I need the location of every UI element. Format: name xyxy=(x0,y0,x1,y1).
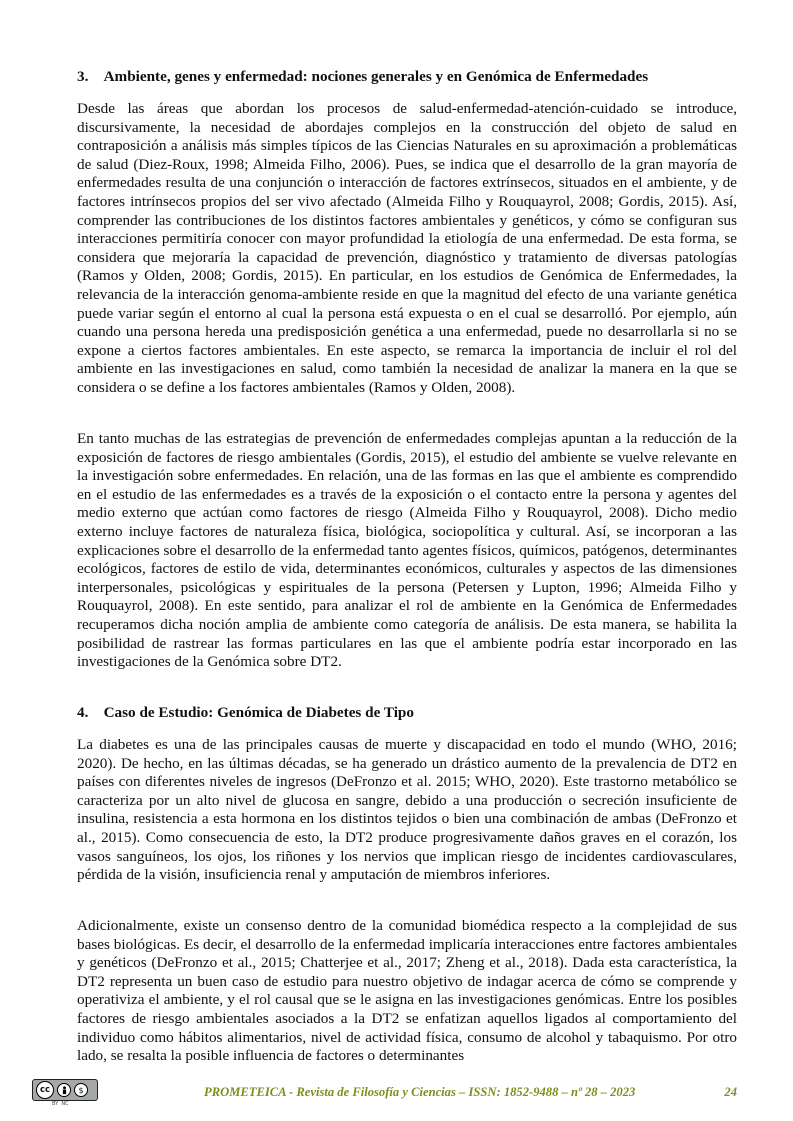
page-number: 24 xyxy=(724,1085,737,1099)
cc-icon: cc xyxy=(36,1081,54,1099)
attribution-icon xyxy=(57,1083,71,1097)
paragraph: En tanto muchas de las estrategias de prevención de enfermedades complejas apuntan a la reducción de la exposición de factores de riesgo ambientales (Gordis, 2015), el estudio del ambiente se vuelve relevante en la investigación sobre enfermedades. En relación, una de las formas en las que el ambiente es comprendido en el estudio de las enfermedades es a través de la exposición o el contacto entre la persona y agentes del medio externo que actúan como factores de riesgo (Almeida Filho y Rouquayrol, 2008). Dicho medio externo incluye factores de naturaleza física, biológica, sociopolítica y cultural. Así, se incorporan a las explicaciones sobre el desarrollo de la enfermedad tanto agentes físicos, químicos, patógenos, determinantes ecológicos, factores de estilo de vida, determinantes económicos, culturales y aspectos de las dimensiones interpersonales, psicológicas y espirituales de la persona (Petersen y Lupton, 1996; Almeida Filho y Rouquayrol, 2008). En este sentido, para analizar el rol de ambiente en la Genómica de Enfermedades recuperamos dicha noción amplia de ambiente como categoría de análisis. De esta manera, se habilita la posibilidad de rastrear las formas particulares en las que el ambiente podría estar incorporado en las investigaciones de la Genómica sobre DT2. xyxy=(77,430,737,671)
section-heading-3: 3. Ambiente, genes y enfermedad: nociones generales y en Genómica de Enfermedades xyxy=(77,68,649,85)
section-heading-4: 4. Caso de Estudio: Genómica de Diabetes de Tipo xyxy=(77,704,414,721)
noncommercial-icon: $ xyxy=(74,1083,88,1097)
paragraph: La diabetes es una de las principales causas de muerte y discapacidad en todo el mundo (WHO, 2016; 2020). De hecho, en las últimas décadas, se ha generado un drástico aumento de la prevalencia de DT2 en países con diferentes niveles de ingresos (DeFronzo et al. 2015; WHO, 2020). Este trastorno metabólico se caracteriza por un alto nivel de glucosa en sangre, debido a una producción o secreción insuficiente de insulina, resistencia a esta hormona en los distintos tejidos o bien una combinación de ambas (DeFronzo et al., 2015). Como consecuencia de esto, la DT2 produce progresivamente daños graves en el corazón, los vasos sanguíneos, los ojos, los riñones y los nervios que implican riesgo de incidentes cardiovasculares, pérdida de la visión, insuficiencia renal y amputación de miembros inferiores. xyxy=(77,736,737,884)
paragraph: Desde las áreas que abordan los procesos de salud-enfermedad-atención-cuidado se introduce, discursivamente, la necesidad de abordajes complejos en la construcción del objeto de salud en contraposición a análisis más simples típicos de las Ciencias Naturales en su aproximación a problemáticas de salud (Diez-Roux, 1998; Almeida Filho, 2006). Pues, se indica que el desarrollo de la gran mayoría de enfermedades resulta de una conjunción o interacción de factores extrínsecos, situados en el ambiente, y de factores intrínsecos propios del ser vivo afectado (Almeida Filho y Rouquayrol, 2008; Gordis, 2015). Así, comprender las contribuciones de los distintos factores ambientales y genéticos, y cómo se configuran sus interacciones permitiría conocer con mayor profundidad la etiología de una enfermedad. De esta forma, se considera que mejoraría la capacidad de prevención, diagnóstico y tratamiento de diversas patologías (Ramos y Olden, 2008; Gordis, 2015). En particular, en los estudios de Genómica de Enfermedades, la relevancia de la interacción genoma-ambiente reside en que la magnitud del efecto de una variante genética puede variar según el entorno al cual la persona está expuesta o en el cual se desarrolló. Por ejemplo, aún cuando una persona hereda una predisposición genética a una enfermedad, puede no desarrollarla si no se expone a ciertos factores ambientales. En este aspecto, se remarca la importancia de incluir el rol del ambiente en las investigaciones en salud, como también la necesidad de analizar la manera en la que se considera o se define a los factores ambientales (Ramos y Olden, 2008). xyxy=(77,100,737,396)
page-footer xyxy=(200,1082,737,1102)
license-by-label: BY xyxy=(52,1101,59,1107)
creative-commons-license-badge[interactable] xyxy=(32,1079,98,1101)
license-nc-label: NC xyxy=(61,1101,69,1107)
license-labels xyxy=(52,1101,69,1107)
paragraph: Adicionalmente, existe un consenso dentro de la comunidad biomédica respecto a la complejidad de sus bases biológicas. Es decir, el desarrollo de la enfermedad implicaría interacciones entre factores ambientales y genéticos (DeFronzo et al., 2015; Chatterjee et al., 2017; Zheng et al., 2018). Dada esta característica, la DT2 representa un buen caso de estudio para nuestro objetivo de indagar acerca de cómo se comprende y operativiza el ambiente, y el rol causal que se le asigna en las investigaciones genómicas. Entre los posibles factores de riesgo ambientales asociados a la DT2 se enfatizan aquellos ligados al comportamiento del individuo como hábitos alimentarios, nivel de actividad física, consumo de alcohol y tabaquismo. Por otro lado, se resalta la posible influencia de factores o determinantes xyxy=(77,917,737,1065)
journal-citation: PROMETEICA - Revista de Filosofía y Ciencias – ISSN: 1852-9488 – nº 28 – 2023 xyxy=(204,1085,636,1099)
